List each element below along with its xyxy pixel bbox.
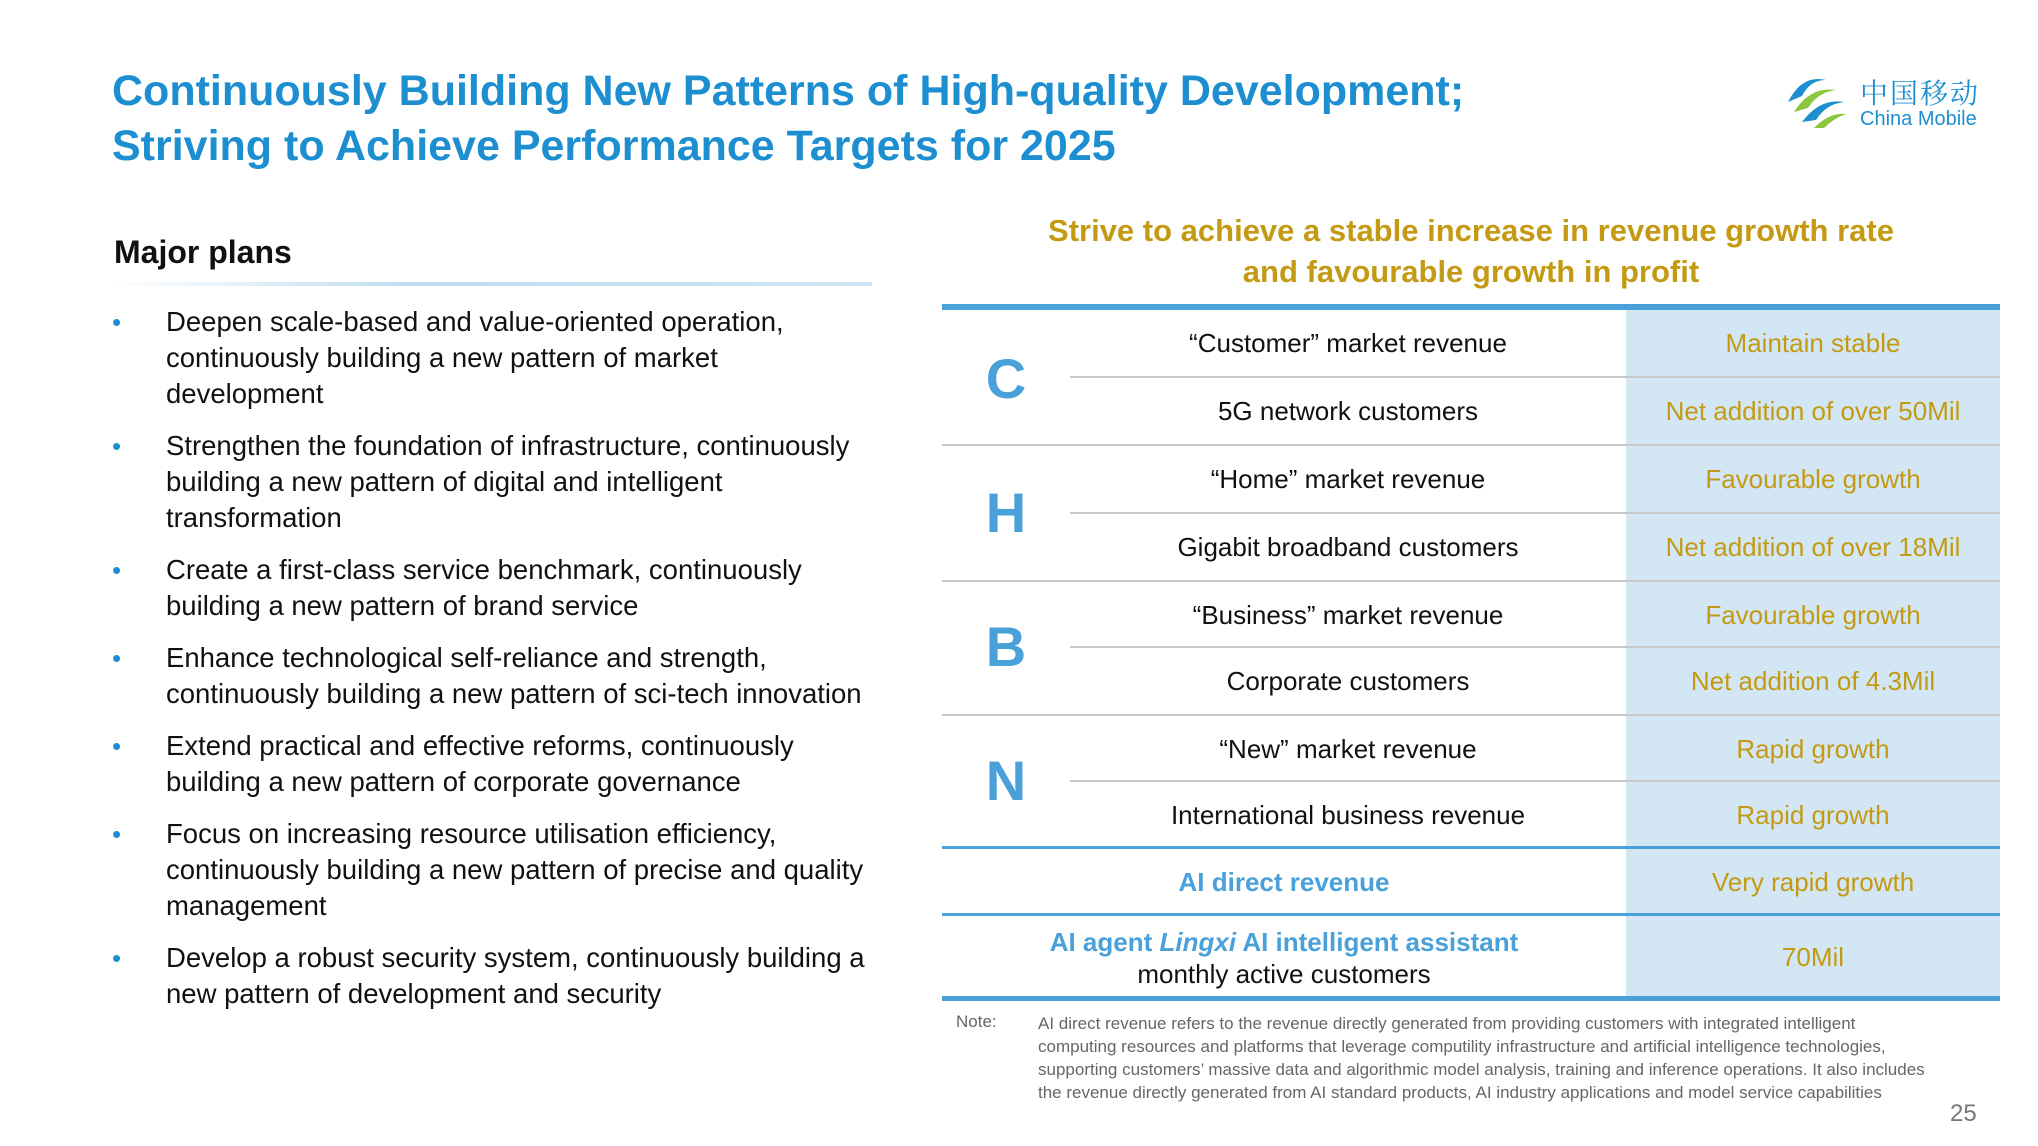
major-plans-list: [112, 304, 872, 1028]
bullet-icon: •: [112, 555, 122, 585]
list-item: [112, 552, 872, 624]
group-letter-b: B: [985, 615, 1027, 678]
bullet-icon: •: [112, 643, 122, 673]
plan-text: Create a first-class service benchmark, continuously building a new pattern of brand service: [166, 554, 802, 621]
china-mobile-logo: [1780, 66, 2000, 136]
row-label: “Home” market revenue: [1210, 464, 1486, 494]
major-plans-divider: [112, 282, 872, 286]
row-label: “Customer” market revenue: [1189, 328, 1507, 358]
ai-agent-label-italic: Lingxi: [1159, 927, 1237, 957]
plan-text: Develop a robust security system, continuously building a new pattern of development and security: [166, 942, 865, 1009]
page-number: 25: [1950, 1100, 1977, 1127]
targets-heading: [942, 210, 2000, 292]
major-plans-heading: Major plans: [114, 234, 292, 270]
page-title-line-1: Continuously Building New Patterns of High-quality Development;: [112, 67, 1465, 115]
table-row-ai-direct: [942, 849, 2000, 913]
ai-agent-label: [942, 926, 1626, 990]
row-label: 5G network customers: [1217, 396, 1479, 426]
group-letter-c: C: [985, 347, 1027, 410]
row-label: “Business” market revenue: [1192, 600, 1504, 630]
row-value: Maintain stable: [1725, 328, 1901, 358]
ai-direct-value: Very rapid growth: [1711, 867, 1915, 897]
row-value: Rapid growth: [1736, 734, 1890, 764]
note-text: AI direct revenue refers to the revenue directly generated from providing customers with integrated intelligent computing resources and platforms that leverage computility infrastructure and artificial intelligence technologies, supporting customers’ massive data and algorithmic model analysis, training and inference operations. It also includes the revenue directly generated from AI standard products, AI industry applications and model service capabilities: [1038, 1014, 1925, 1102]
plan-text: Strengthen the foundation of infrastructure, continuously building a new pattern of digital and intelligent transformation: [166, 430, 850, 533]
targets-heading-line-2: and favourable growth in profit: [1242, 254, 1700, 289]
bullet-icon: •: [112, 819, 122, 849]
bullet-icon: •: [112, 431, 122, 461]
row-value: Net addition of 4.3Mil: [1690, 666, 1936, 696]
row-value: Rapid growth: [1736, 800, 1890, 830]
plan-text: Enhance technological self-reliance and strength, continuously building a new pattern of sci-tech innovation: [166, 642, 862, 709]
plan-text: Deepen scale-based and value-oriented operation, continuously building a new pattern of market development: [166, 306, 784, 409]
list-item: [112, 940, 872, 1012]
targets-heading-line-1: Strive to achieve a stable increase in revenue growth rate: [1048, 213, 1894, 248]
row-value: Favourable growth: [1705, 600, 1921, 630]
list-item: [112, 428, 872, 536]
list-item: [112, 640, 872, 712]
table-row: [942, 310, 2000, 376]
ai-agent-value: 70Mil: [1781, 942, 1845, 972]
list-item: [112, 304, 872, 412]
logo-chinese-text: 中国移动: [1860, 77, 1981, 110]
row-value: Net addition of over 18Mil: [1665, 532, 1961, 562]
group-letter-n: N: [985, 749, 1027, 812]
row-value: Net addition of over 50Mil: [1665, 396, 1961, 426]
table-row: [942, 782, 2000, 848]
china-mobile-swirl-icon: [1780, 66, 1850, 136]
ai-agent-label-sub: monthly active customers: [1137, 959, 1431, 989]
plan-text: Focus on increasing resource utilisation efficiency, continuously building a new pattern of precise and quality management: [166, 818, 864, 921]
page-title-line-2: Striving to Achieve Performance Targets for 2025: [112, 122, 1116, 170]
table-row: [942, 514, 2000, 580]
page-title: [112, 64, 1712, 174]
ai-agent-label-post: AI intelligent assistant: [1236, 927, 1519, 957]
table-bottom-bar: [942, 996, 2000, 1001]
table-row: [942, 582, 2000, 648]
row-label: International business revenue: [1170, 800, 1526, 830]
bullet-icon: •: [112, 307, 122, 337]
bullet-icon: •: [112, 943, 122, 973]
note-label: Note:: [956, 1012, 997, 1031]
logo-english-text: China Mobile: [1860, 108, 1977, 130]
plan-text: Extend practical and effective reforms, continuously building a new pattern of corporate governance: [166, 730, 794, 797]
row-label: “New” market revenue: [1219, 734, 1477, 764]
bullet-icon: •: [112, 731, 122, 761]
table-row: [942, 716, 2000, 782]
ai-direct-label: AI direct revenue: [1178, 867, 1390, 897]
row-label: Gigabit broadband customers: [1177, 532, 1519, 562]
list-item: [112, 816, 872, 924]
row-label: Corporate customers: [1226, 666, 1470, 696]
table-row: [942, 648, 2000, 714]
list-item: [112, 728, 872, 800]
table-row: [942, 446, 2000, 512]
table-row: [942, 378, 2000, 444]
ai-agent-label-pre: AI agent: [1049, 927, 1160, 957]
table-row-ai-agent: [942, 916, 2000, 998]
group-letter-h: H: [985, 481, 1027, 544]
row-value: Favourable growth: [1705, 464, 1921, 494]
